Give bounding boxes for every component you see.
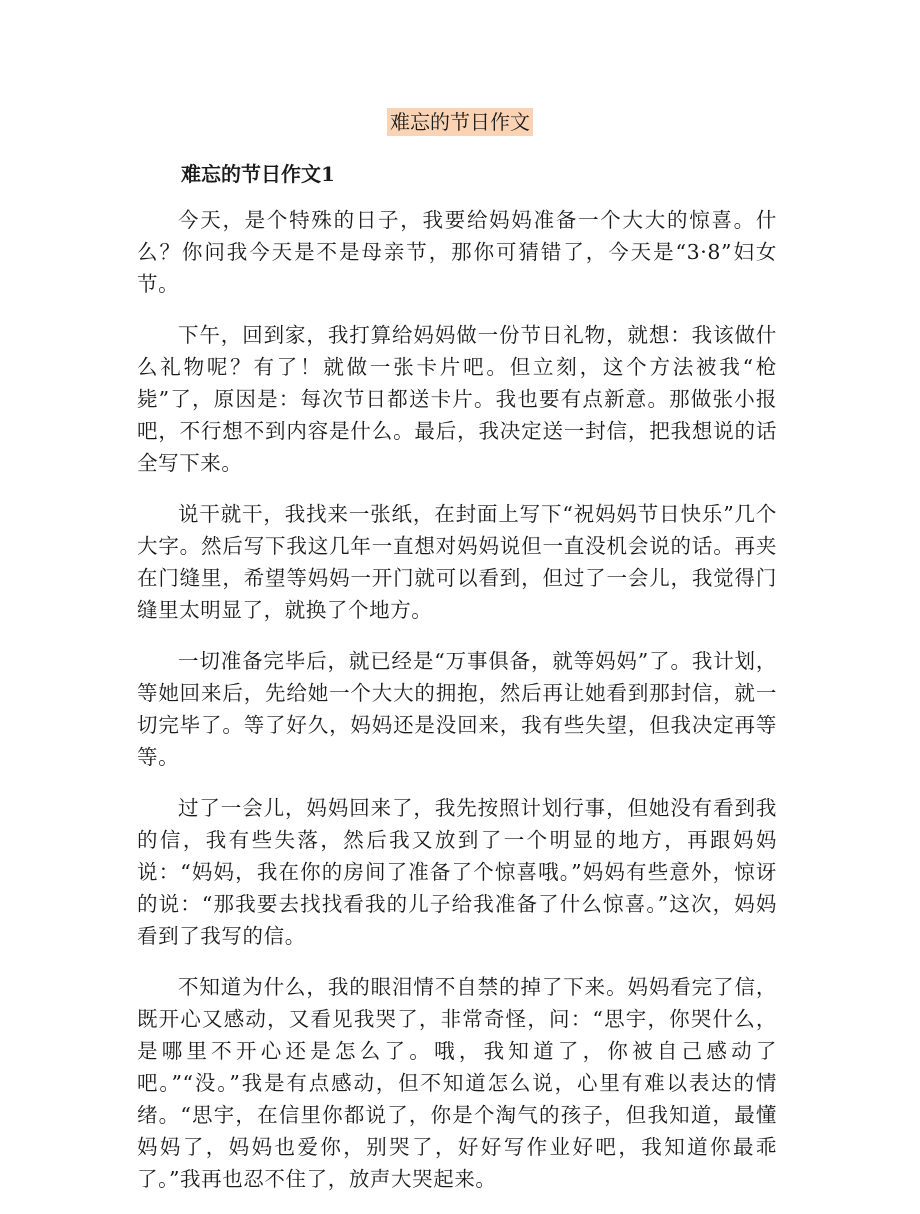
paragraph-6: 不知道为什么，我的眼泪情不自禁的掉了下来。妈妈看完了信，既开心又感动，又看见我哭了，非常奇怪，问：“思宇，你哭什么，是哪里不开心还是怎么了。哦，我知道了，你被自己感动了吧。”“没。”我是有点感动，但不知道怎么说，心里有难以表达的情绪。“思宇，在信里你都说了，你是个淘气的孩子，但我知道，最懂妈妈了，妈妈也爱你，别哭了，好好写作业好吧，我知道你最乖了。”我再也忍不住了，放声大哭起来。 <box>137 975 777 1191</box>
paragraph-1: 今天，是个特殊的日子，我要给妈妈准备一个大大的惊喜。什么？你问我今天是不是母亲节，那你可猜错了，今天是“3·8”妇女节。 <box>137 208 777 296</box>
document-title <box>0 108 920 136</box>
paragraph-4: 一切准备完毕后，就已经是“万事俱备，就等妈妈”了。我计划，等她回来后，先给她一个大大的拥抱，然后再让她看到那封信，就一切完毕了。等了好久，妈妈还是没回来，我有些失望，但我决定再等等。 <box>137 649 777 769</box>
paragraph-3: 说干就干，我找来一张纸，在封面上写下“祝妈妈节日快乐”几个大字。然后写下我这几年一直想对妈妈说但一直没机会说的话。再夹在门缝里，希望等妈妈一开门就可以看到，但过了一会儿，我觉得门缝里太明显了，就换了个地方。 <box>137 502 777 622</box>
paragraph-5: 过了一会儿，妈妈回来了，我先按照计划行事，但她没有看到我的信，我有些失落，然后我又放到了一个明显的地方，再跟妈妈说：“妈妈，我在你的房间了准备了个惊喜哦。”妈妈有些意外，惊讶的说：“那我要去找找看我的儿子给我准备了什么惊喜。”这次，妈妈看到了我写的信。 <box>137 796 777 948</box>
essay-body <box>137 204 777 1214</box>
paragraph-2: 下午，回到家，我打算给妈妈做一份节日礼物，就想：我该做什么礼物呢？有了！就做一张卡片吧。但立刻，这个方法被我“枪毙”了，原因是：每次节日都送卡片。我也要有点新意。那做张小报吧，不行想不到内容是什么。最后，我决定送一封信，把我想说的话全写下来。 <box>137 323 777 475</box>
document-title-text: 难忘的节日作文 <box>387 108 533 136</box>
section-heading: 难忘的节日作文1 <box>181 162 335 186</box>
